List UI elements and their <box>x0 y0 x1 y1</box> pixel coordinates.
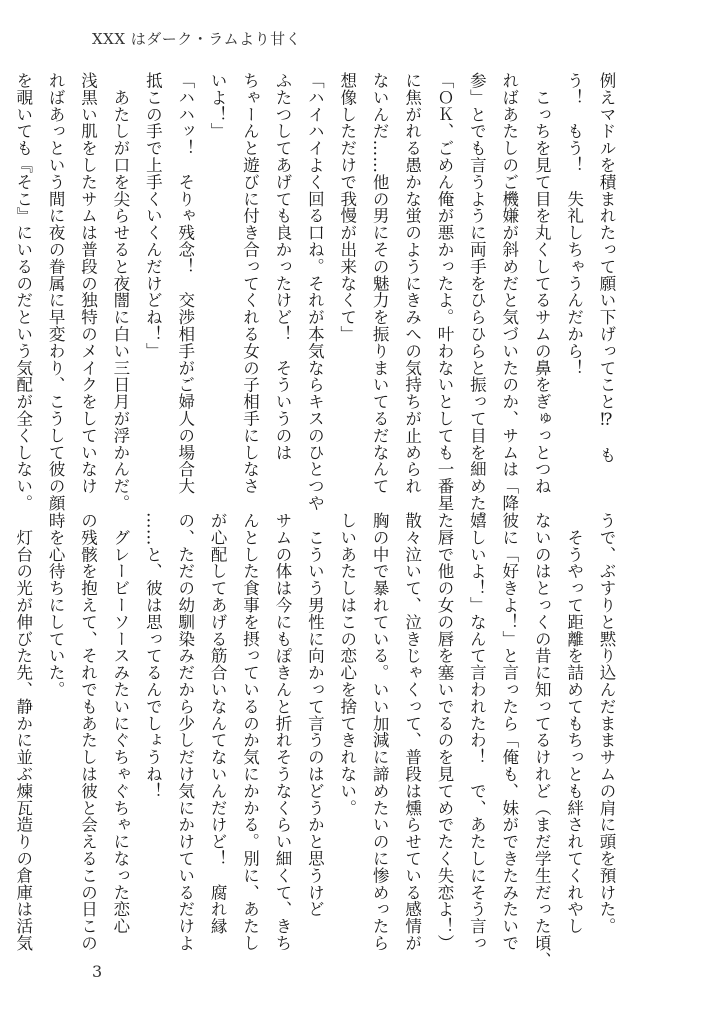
text-line: の残骸を抱えて、それでもあたしは彼と会えるこの日この <box>78 512 98 952</box>
text-line: うで、ぶすりと黙り込んだままサムの肩に頭を預けた。 <box>597 512 616 935</box>
text-line: 散々泣いて、泣きじゃくって、普段は燻らせている感情が <box>402 512 422 952</box>
text-line: ちゃーんと遊びに付き合ってくれる女の子相手にしなさ <box>240 72 260 495</box>
text-line: の、ただの幼馴染みだから少しだけ気にかけているだけよ <box>175 512 195 952</box>
text-line: 「ハハッ！ そりゃ残念！ 交渉相手がご婦人の場合大 <box>175 72 195 495</box>
text-line: こっちを見て目を丸くしてるサムの鼻をぎゅっとつね <box>532 72 552 495</box>
text-line: ふたつしてあげても良かったけど！ そういうのは <box>272 72 292 461</box>
text-line: ればあっという間に夜の眷属に早変わり、こうして彼の顔 <box>46 72 66 512</box>
text-line: を覗いても『そこ』にいるのだという気配が全くしない。 <box>13 72 33 512</box>
page-number: 3 <box>92 962 103 981</box>
text-block-upper <box>13 72 622 529</box>
text-line: 胸の中で暴れている。いい加減に諦めたいのに惨めったら <box>370 512 390 952</box>
text-line: いよ！」 <box>208 72 228 140</box>
text-line: ないんだ……他の男にその魅力を振りまいてるだなんて <box>370 72 390 495</box>
text-line: 「ハイハイよく回る口ね。それが本気ならキスのひとつや <box>305 72 325 512</box>
text-line: に焦がれる愚かな蛍のようにきみへの気持ちが止められ <box>402 72 422 495</box>
text-line: んとした食事を摂っているのか気にかかる。別に、あたし <box>240 512 260 952</box>
text-line: 抵この手で上手くいくんだけどね！」 <box>143 72 163 360</box>
text-line: う！ もう！ 失礼しちゃうんだから！ <box>564 72 584 377</box>
text-line <box>0 72 6 498</box>
text-line: しいあたしはこの恋心を捨てきれない。 <box>337 512 357 817</box>
text-line: あたしが口を尖らせると夜闇に白い三日月が浮かんだ。 <box>110 72 130 512</box>
running-header: XXX はダーク・ラムより甘く <box>92 30 302 48</box>
text-line: 浅黒い肌をしたサムは普段の独特のメイクをしていなけ <box>78 72 98 495</box>
text-line: 「ＯＫ、ごめん俺が悪かったよ。叶わないとしても一番星 <box>434 72 454 512</box>
text-line: 例えマドルを積まれたって願い下げってこと⁉ も <box>597 72 616 464</box>
text-line: 時を心待ちにしていた。 <box>46 512 66 698</box>
text-line: ……と、彼は思ってるんでしょうね！ <box>143 512 163 800</box>
text-line: 灯台の光が伸びた先、静かに並ぶ煉瓦造りの倉庫は活気 <box>13 512 33 952</box>
text-line: グレービーソースみたいにぐちゃぐちゃになった恋心 <box>110 512 130 935</box>
text-line: ないのはとっくの昔に知ってるけれど（まだ学生だった頃、 <box>532 512 552 969</box>
text-line: 嬉しいよ！」なんて言われたわ！ で、あたしにそう言っ <box>467 512 487 952</box>
text-block-lower <box>13 512 622 969</box>
text-line: こういう男性に向かって言うのはどうかと思うけど <box>305 512 325 918</box>
text-line: 彼に「好きよ！」と言ったら「俺も、妹ができたみたいで <box>499 512 519 952</box>
text-line: 参」とでも言うように両手をひらひらと振って目を細めた。 <box>467 72 487 529</box>
text-line: そうやって距離を詰めてもちっとも絆されてくれやし <box>564 512 584 935</box>
text-line: ればあたしのご機嫌が斜めだと気づいたのか、サムは「降 <box>499 72 519 512</box>
text-line: た唇で他の女の唇を塞いでるのを見てめでたく失恋よ！） <box>434 512 454 952</box>
text-line: が心配してあげる筋合いなんてないんだけど！ 腐れ縁 <box>208 512 228 935</box>
text-line: 想像しただけで我慢が出来なくて」 <box>337 72 357 343</box>
text-line: サムの体は今にもぽきんと折れそうなくらい細くて、きち <box>272 512 292 952</box>
